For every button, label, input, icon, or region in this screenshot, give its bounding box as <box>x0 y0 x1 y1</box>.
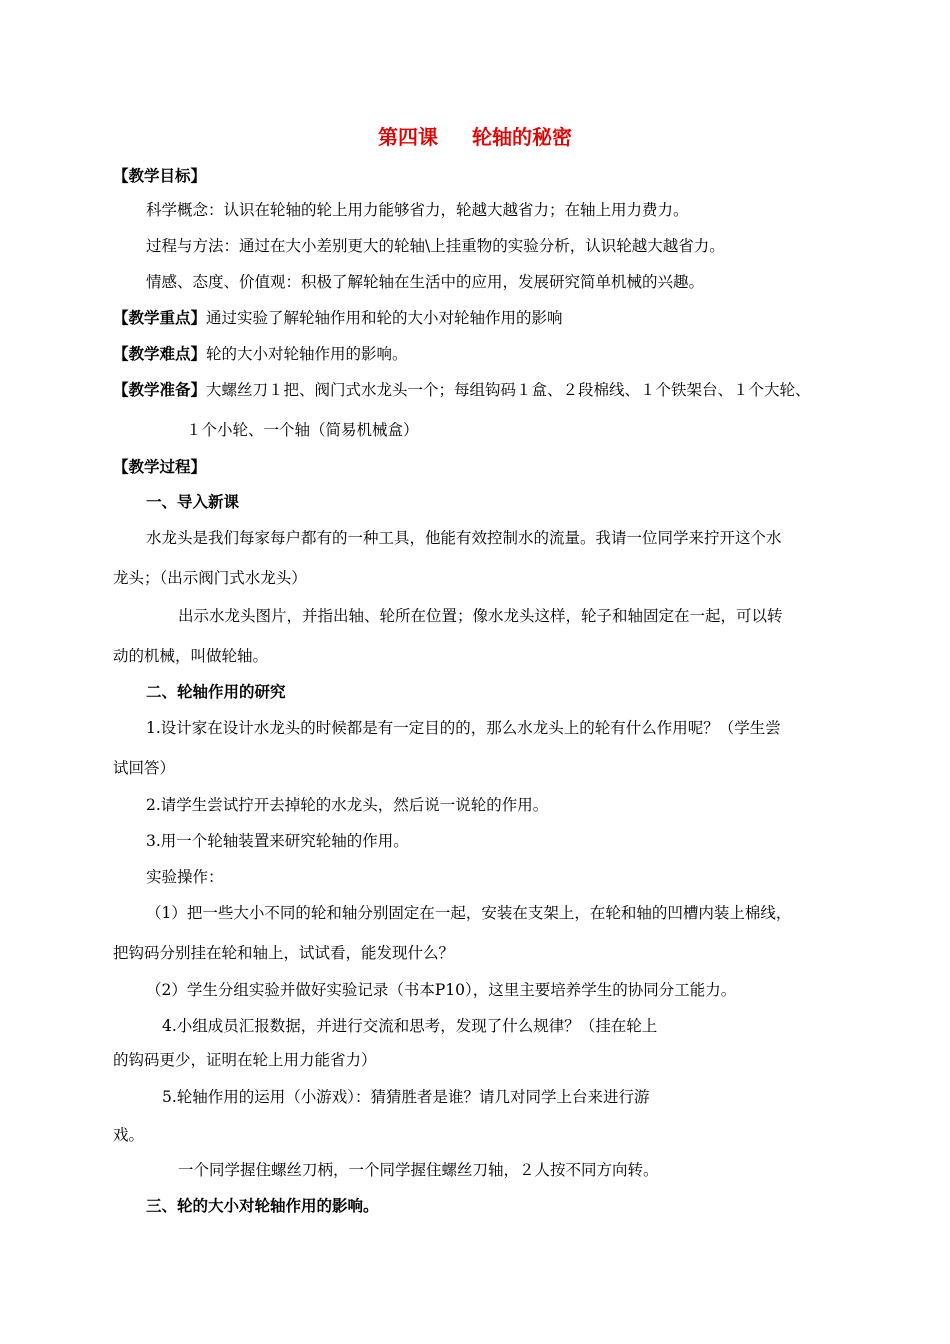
operation-1b: 把钩码分别挂在轮和轴上，试试看，能发现什么？ <box>113 944 455 962</box>
process-heading: 【教学过程】 <box>113 457 207 476</box>
preparation-heading: 【教学准备】 <box>113 380 207 399</box>
item-3: 3.用一个轮轴装置来研究轮轴的作用。 <box>146 832 409 850</box>
preparation-text-2: １个小轮、一个轴（简易机械盒） <box>186 421 419 439</box>
key-point-text: 通过实验了解轮轴作用和轮的大小对轮轴作用的影响 <box>206 309 563 327</box>
section-2-heading: 二、轮轴作用的研究 <box>146 682 286 701</box>
item-5a: 5.轮轴作用的运用（小游戏）：猜猜胜者是谁？请几对同学上台来进行游 <box>162 1088 650 1106</box>
preparation-line <box>113 380 811 400</box>
lesson-name: 轮轴的秘密 <box>472 125 572 149</box>
section-1-para-2a: 出示水龙头图片，并指出轴、轮所在位置；像水龙头这样，轮子和轴固定在一起，可以转 <box>178 607 783 625</box>
item-1a: 1.设计家在设计水龙头的时候都是有一定目的的，那么水龙头上的轮有什么作用呢？（学生尝 <box>146 719 781 737</box>
operation-label: 实验操作： <box>146 868 224 886</box>
difficulty-line <box>113 344 408 364</box>
difficulty-text: 轮的大小对轮轴作用的影响。 <box>206 345 408 363</box>
section-3-heading: 三、轮的大小对轮轴作用的影响。 <box>146 1196 379 1215</box>
lesson-number: 第四课 <box>378 125 438 149</box>
item-5b: 戏。 <box>113 1126 145 1144</box>
difficulty-heading: 【教学难点】 <box>113 344 207 363</box>
objective-concept: 科学概念：认识在轮轴的轮上用力能够省力，轮越大越省力；在轴上用力费力。 <box>146 201 689 219</box>
objectives-heading: 【教学目标】 <box>113 166 207 185</box>
item-1b: 试回答） <box>113 759 176 777</box>
item-5c: 一个同学握住螺丝刀柄，一个同学握住螺丝刀轴，２人按不同方向转。 <box>178 1161 659 1179</box>
page-title <box>0 124 950 150</box>
section-1-heading: 一、导入新课 <box>146 492 240 511</box>
section-1-para-2b: 动的机械，叫做轮轴。 <box>113 647 269 665</box>
item-4a: 4.小组成员汇报数据，并进行交流和思考，发现了什么规律？（挂在轮上 <box>162 1017 658 1035</box>
operation-1a: （1）把一些大小不同的轮和轴分别固定在一起，安装在支架上，在轮和轴的凹槽内装上棉线， <box>146 904 792 922</box>
operation-2: （2）学生分组实验并做好实验记录（书本P10），这里主要培养学生的协同分工能力。 <box>146 981 737 999</box>
key-point-line <box>113 308 563 328</box>
preparation-text-1: 大螺丝刀１把、阀门式水龙头一个；每组钩码１盒、２段棉线、１个铁架台、１个大轮、 <box>206 381 811 399</box>
item-2: 2.请学生尝试拧开去掉轮的水龙头，然后说一说轮的作用。 <box>146 796 549 814</box>
objective-attitude: 情感、态度、价值观：积极了解轮轴在生活中的应用，发展研究简单机械的兴趣。 <box>146 273 705 291</box>
key-point-heading: 【教学重点】 <box>113 308 207 327</box>
objective-method: 过程与方法：通过在大小差别更大的轮轴\上挂重物的实验分析，认识轮越大越省力。 <box>146 237 725 255</box>
section-1-para-1b: 龙头；（出示阀门式水龙头） <box>113 569 307 587</box>
section-1-para-1a: 水龙头是我们每家每户都有的一种工具，他能有效控制水的流量。我请一位同学来拧开这个水 <box>146 529 782 547</box>
item-4b: 的钩码更少，证明在轮上用力能省力） <box>113 1051 377 1069</box>
